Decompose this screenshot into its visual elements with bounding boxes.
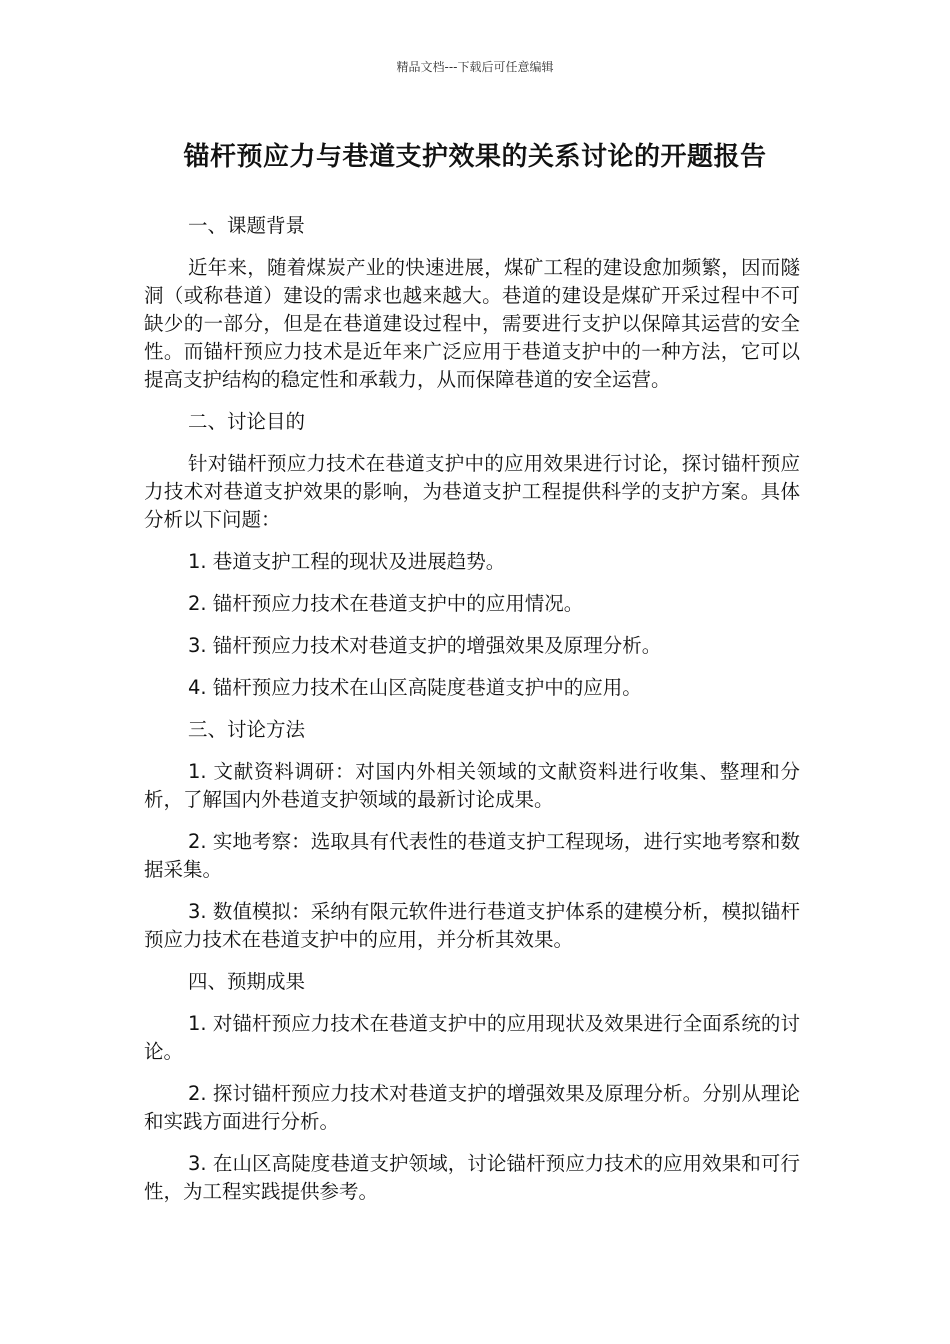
result-item: 1. 对锚杆预应力技术在巷道支护中的应用现状及效果进行全面系统的讨论。 bbox=[144, 1012, 800, 1063]
method-item: 1. 文献资料调研：对国内外相关领域的文献资料进行收集、整理和分析，了解国内外巷道支护领域的最新讨论成果。 bbox=[144, 760, 800, 811]
result-item: 2. 探讨锚杆预应力技术对巷道支护的增强效果及原理分析。分别从理论和实践方面进行分析。 bbox=[144, 1082, 800, 1133]
document-body bbox=[144, 212, 800, 1220]
header-note: 精品文档---下载后可任意编辑 bbox=[396, 60, 554, 74]
purpose-item: 4. 锚杆预应力技术在山区高陡度巷道支护中的应用。 bbox=[188, 676, 642, 699]
purpose-item: 3. 锚杆预应力技术对巷道支护的增强效果及原理分析。 bbox=[188, 634, 662, 657]
purpose-item: 2. 锚杆预应力技术在巷道支护中的应用情况。 bbox=[188, 592, 584, 615]
result-item: 3. 在山区高陡度巷道支护领域，讨论锚杆预应力技术的应用效果和可行性，为工程实践提供参考。 bbox=[144, 1152, 800, 1203]
method-item: 3. 数值模拟：采纳有限元软件进行巷道支护体系的建模分析，模拟锚杆预应力技术在巷道支护中的应用，并分析其效果。 bbox=[144, 900, 800, 951]
section-heading-methods: 三、讨论方法 bbox=[188, 718, 306, 741]
section-heading-results: 四、预期成果 bbox=[188, 970, 306, 993]
purpose-paragraph: 针对锚杆预应力技术在巷道支护中的应用效果进行讨论，探讨锚杆预应力技术对巷道支护效果的影响，为巷道支护工程提供科学的支护方案。具体分析以下问题： bbox=[144, 452, 800, 531]
method-item: 2. 实地考察：选取具有代表性的巷道支护工程现场，进行实地考察和数据采集。 bbox=[144, 830, 800, 881]
background-paragraph: 近年来，随着煤炭产业的快速进展，煤矿工程的建设愈加频繁，因而隧洞（或称巷道）建设的需求也越来越大。巷道的建设是煤矿开采过程中不可缺少的一部分，但是在巷道建设过程中，需要进行支护以保障其运营的安全性。而锚杆预应力技术是近年来广泛应用于巷道支护中的一种方法，它可以提高支护结构的稳定性和承载力，从而保障巷道的安全运营。 bbox=[144, 256, 800, 391]
document-title: 锚杆预应力与巷道支护效果的关系讨论的开题报告 bbox=[183, 142, 767, 172]
section-heading-background: 一、课题背景 bbox=[188, 214, 306, 237]
section-heading-purpose: 二、讨论目的 bbox=[188, 410, 306, 433]
purpose-item: 1. 巷道支护工程的现状及进展趋势。 bbox=[188, 550, 506, 573]
